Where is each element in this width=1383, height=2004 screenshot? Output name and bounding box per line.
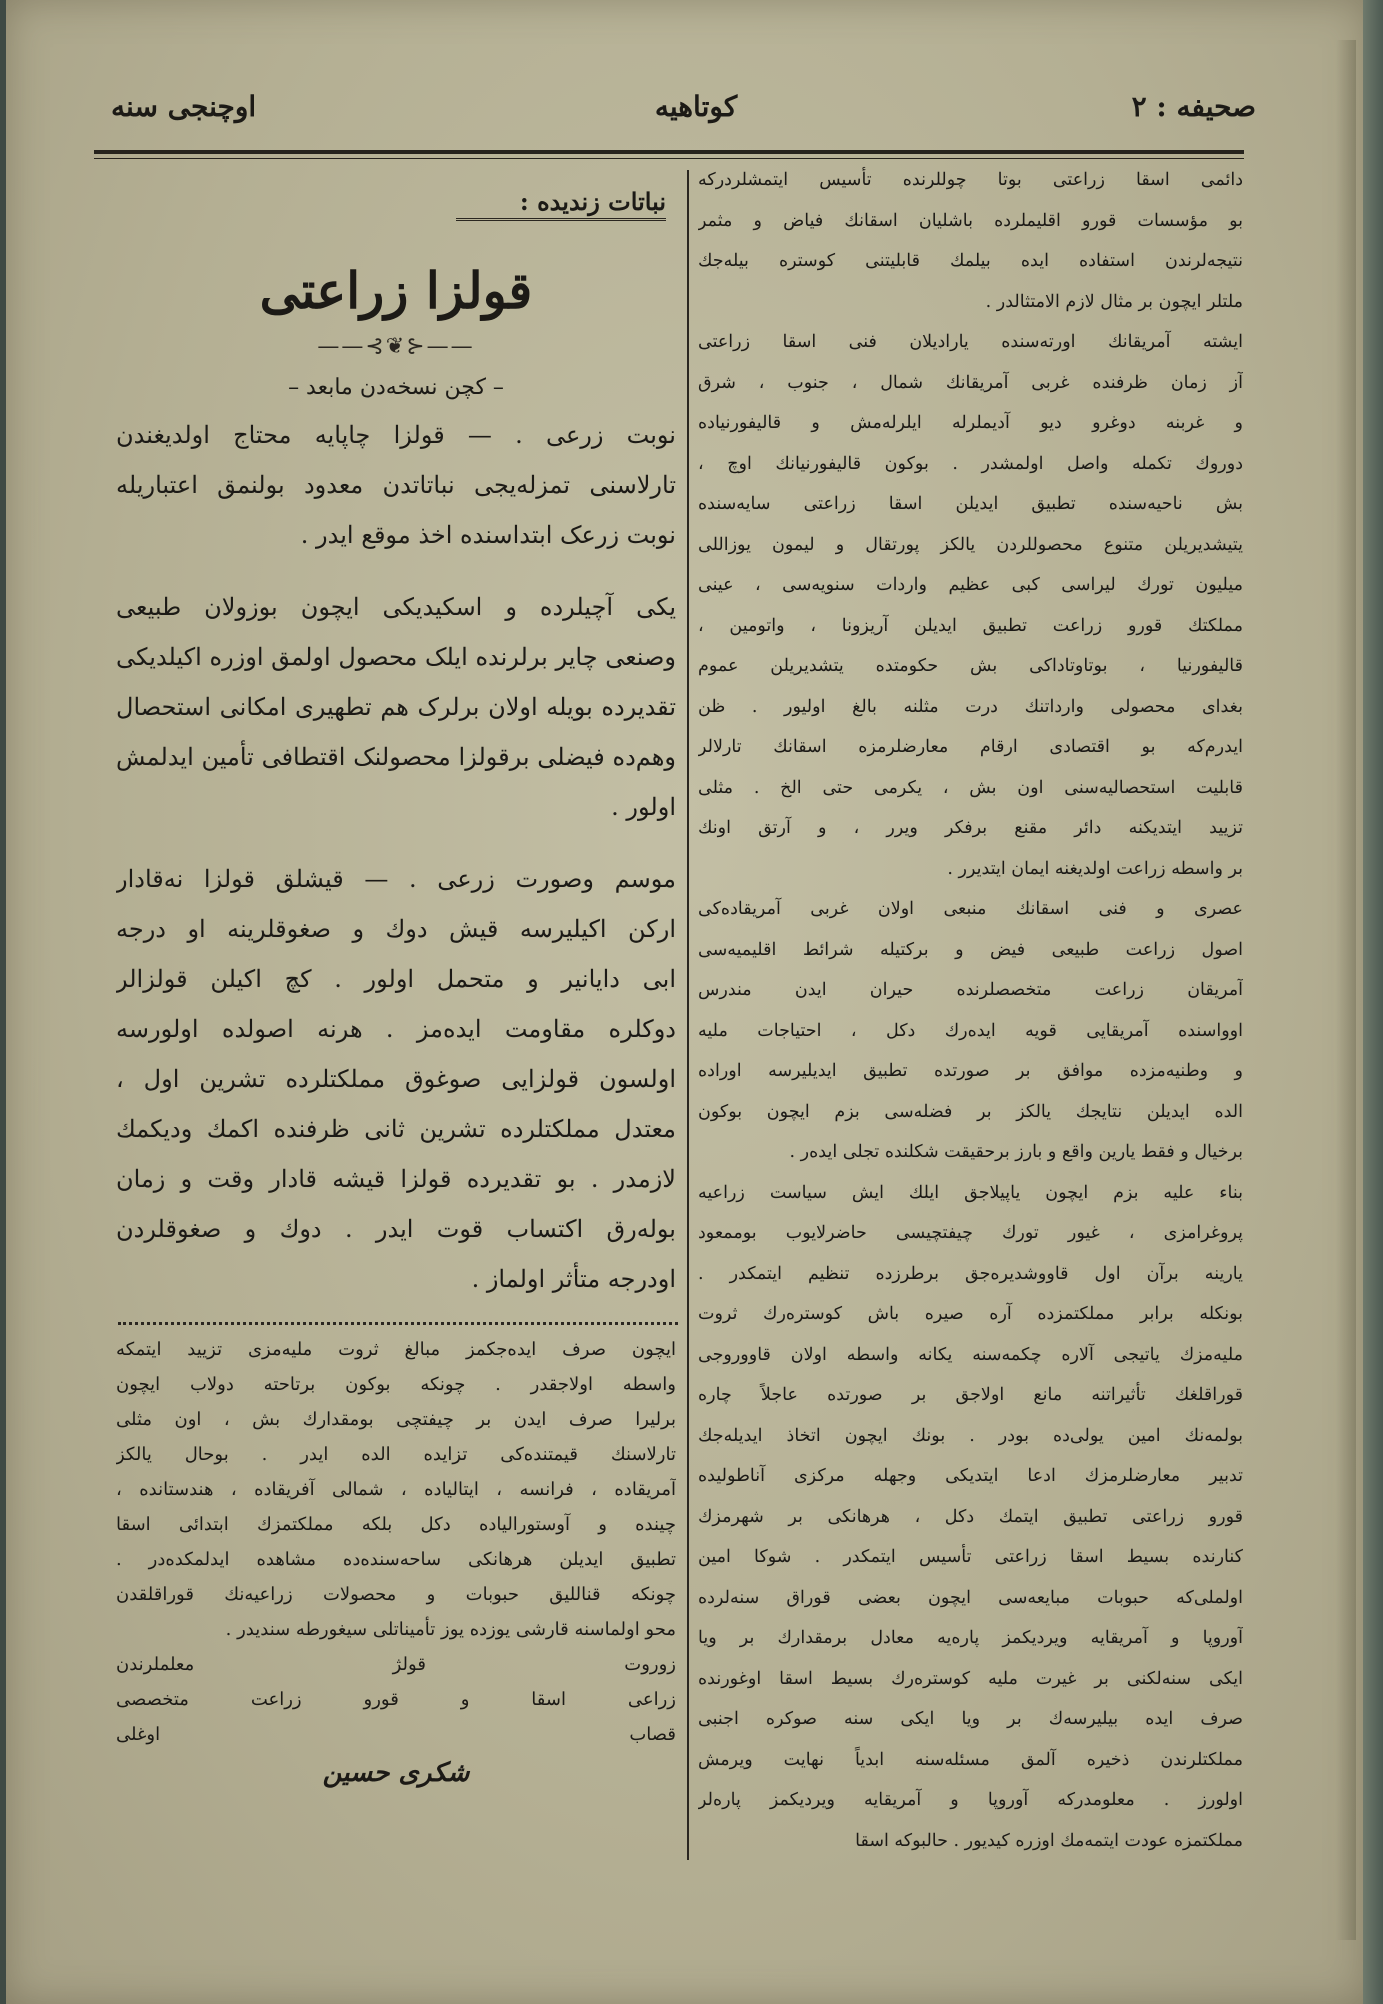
title-ornament: ——⊰❦⊱——	[317, 334, 475, 359]
right-column-line: دائمی اسقا زراعتی بوتا چوللرنده تأسیس ایتمشلردرکه	[698, 170, 1243, 190]
binding-edge	[1363, 0, 1383, 2004]
right-column-line: مملکتمزه عودت ایتمه‌مك اوزره کیدیور . حالبوکه اسقا	[855, 1830, 1243, 1851]
article-line: اولور .	[611, 793, 676, 821]
right-column-line: ایدرم‌که بو اقتصادی ارقام معارضلرمزه اسقانك تارلالر	[698, 737, 1243, 757]
header-city: کوتاهیه	[654, 90, 738, 123]
right-column-line: دوروك تکمله واصل اولمشدر . بوکون قالیفورنیانك اوچ ،	[698, 453, 1243, 474]
left-bottom-article	[116, 1332, 676, 1788]
article-line: نوبت زرعک ابتداسنده اخذ موقع ایدر .	[300, 521, 676, 549]
signature-line: قصاب اوغلی	[116, 1724, 676, 1745]
article-line: ابی دایانیر و متحمل اولور . کچ اکیلن قولزالر	[116, 965, 676, 993]
article-line: تارلاسنی تمزله‌یجی نباتاتدن معدود بولنمق اعتباریله	[116, 471, 676, 499]
continued-paragraph	[116, 1332, 676, 1647]
article-title: قولزا زراعتی	[259, 261, 533, 320]
article-line: لازمدر . بو تقدیرده قولزا قیشه قادار وقت و زمان	[116, 1165, 676, 1193]
signature-name: شکری حسین	[322, 1758, 470, 1788]
continued-line: چونکه قناللیق حبوبات و محصولات زراعیه‌نك قوراقلقدن	[116, 1584, 676, 1605]
right-column-line: قابلیت استحصالیه‌سنی اون بش ، یکرمی حتی الخ . مثلی	[698, 777, 1243, 798]
newspaper-page	[6, 0, 1366, 2004]
right-column-line: کنارنده بسیط اسقا زراعتی تأسیس ایتمکدر . شوکا امین	[698, 1547, 1243, 1567]
right-column-line: آمریقان زراعت متخصصلرنده حیران ایدن مندرس	[698, 980, 1243, 1000]
page-edge-shadow	[1336, 40, 1356, 1940]
right-column-line: ملتلر ایچون بر مثال لازم الامتثالدر .	[985, 291, 1243, 312]
left-column	[116, 175, 676, 1304]
right-column-line: مملکتك قورو زراعت تطبیق ایدیلن آریزونا ، واتومین ،	[698, 615, 1243, 636]
right-column-line: بر واسطه زراعت اولدیغنه ایمان ایتدیرر .	[947, 858, 1243, 879]
paragraph-gap	[116, 832, 676, 854]
right-column-line: تزیید ایتدیکنه دائر مقنع برفکر ویرر ، و آرتق اونك	[698, 818, 1243, 838]
continued-line: تطبیق ایدیلن هرهانکی ساحه‌سنده‌ده مشاهده ایدلمکده‌در .	[116, 1549, 676, 1570]
paragraph-gap	[116, 560, 676, 582]
signature-line: زوروت قولژ معلملرندن	[116, 1654, 676, 1675]
article-line: وصنعی چایر برلرنده ایلک محصول اولمق اوزره اکیلدیکی	[116, 643, 676, 671]
article-body	[116, 410, 676, 1304]
article-line: تقدیرده بویله اولان برلرک هم تطهیری امکانی استحصال	[116, 693, 676, 721]
article-line: دوکلره مقاومت ایده‌مز . هرنه اصولده اولورسه	[116, 1015, 676, 1043]
right-column-line: برخیال و فقط یارین واقع و بارز برحقیقت شکلنده تجلی ایده‌ر .	[789, 1142, 1243, 1162]
right-column-line: آوروپا و آمریقایه ویردیکمز پاره‌یه معادل برمقدارك بر ویا	[698, 1628, 1243, 1648]
article-line: ارکن اکیلیرسه قیش دوك و صغوقلرینه او درجه	[116, 915, 676, 943]
right-column-line: بش ناحیه‌سنده تطبیق ایدیلن اسقا زراعتی سایه‌سنده	[698, 494, 1243, 514]
continued-line: برلیرا صرف ایدن بر چیفتچی بومقدارك بش ، اون مثلی	[116, 1409, 676, 1430]
right-column-line: بو مؤسسات قورو اقلیملرده باشلیان اسقانك فیاض و مثمر	[698, 210, 1243, 231]
header-rule-thin	[94, 158, 1244, 159]
right-column-line: یارینه برآن اول قاووشدیره‌جق برطرزده تنظیم ایتمکدر .	[698, 1263, 1243, 1284]
right-column-line: عصری و فنی اسقانك منبعی اولان غربی آمریقاده‌کی	[698, 899, 1243, 919]
continued-line: آمریقاده ، فرانسه ، ایتالیاده ، شمالی آفریقاده ، هندستانده ،	[116, 1479, 676, 1500]
right-column-line: اولورز . معلومدرکه آوروپا و آمریقایه ویردیکمز پاره‌لر	[698, 1790, 1243, 1810]
right-column-line: صرف ایده بیلیرسه‌ك بر ویا ایکی سنه صوکره اجنبی	[698, 1709, 1243, 1729]
signature-block	[116, 1647, 676, 1752]
right-column-line: پروغرامزی ، غیور تورك چیفتچیسی حاضرلایوب بوممعود	[698, 1223, 1243, 1243]
article-line: یکی آچیلرده و اسکیدیکی ایچون بوزولان طبیعی	[116, 593, 676, 621]
right-column-line: قالیفورنیا ، بوتاوتاداکی بش حکومتده یتشدیریلن عموم	[698, 656, 1243, 676]
right-column-line: اوواسنده آمریقایی قویه ایده‌رك دکل ، احتیاجات ملیه	[698, 1020, 1243, 1041]
continued-line: واسطه اولاجقدر . چونکه بوکون برتاحته دولاب ایچون	[116, 1374, 676, 1395]
right-column-line: بولمه‌نك امین یولی‌ده بودر . بونك ایچون اتخاذ ایدیله‌جك	[698, 1425, 1243, 1446]
right-column-line: قورو زراعتی تطبیق ایتمك دکل ، هرهانکی بر شهرمزك	[698, 1506, 1243, 1527]
article-line: نوبت زرعی . — قولزا چاپایه محتاج اولدیغندن	[116, 421, 676, 449]
header-year: اوچنجی سنه	[111, 90, 257, 123]
right-column-line: بغدای محصولی وارداتنك درت مثلنه بالغ اولیور . ظن	[698, 696, 1243, 717]
header-page-number: صحیفه : ۲	[1131, 90, 1256, 123]
right-column-line: ایشته آمریقانك اورته‌سنده یارادیلان فنی اسقا زراعتی	[698, 332, 1243, 352]
right-column-line: مملکتلرندن ذخیره آلمق مسئله‌سنه ابدیاً نهایت ویرمش	[698, 1749, 1243, 1770]
continued-line: چینده و آوستورالیاده دکل بلکه مملکتمزك ابتدائی اسقا	[116, 1514, 676, 1535]
continued-line: ایچون صرف ایده‌جکمز مبالغ ثروت ملیه‌مزی تزیید ایتمکه	[116, 1339, 676, 1360]
right-column-line: نتیجه‌لرندن استفاده ایده بیلمك قابلیتنی کوستره بیله‌جك	[698, 251, 1243, 271]
right-column-line: بناء علیه بزم ایچون یاپیلاجق ایلك ایش سیاست زراعیه	[698, 1182, 1243, 1203]
section-separator	[118, 1322, 678, 1325]
right-column-line: بونکله برابر مملکتمزده آره صیره باش کوستره‌رك ثروت	[698, 1304, 1243, 1324]
column-divider	[687, 170, 689, 1860]
right-column-line: و غربنه دوغرو دیو آدیملرله ایلرله‌مش و قالیفورنیاده	[698, 413, 1243, 433]
right-column-line: اصول زراعت طبیعی فیض و برکتیله شرائط اقلیمیه‌سی	[698, 939, 1243, 960]
continued-line: تارلاسنك قیمتنده‌کی تزایده الده ایدر . بوحال یالکز	[116, 1444, 676, 1465]
right-column-line: الده ایدیلن نتایجك یالکز بر فضله‌سی بزم ایچون بوکون	[698, 1101, 1243, 1122]
right-column-line: تدبیر معارضلرمزك ادعا ایتدیکی وجهله مرکزی آناطولیده	[698, 1466, 1243, 1486]
signature-line: زراعی اسقا و قورو زراعت متخصصی	[116, 1689, 676, 1710]
right-column	[698, 160, 1243, 1861]
article-line: معتدل مملکتلرده تشرین ثانی ظرفنده اکمك ودیکمك	[116, 1115, 676, 1143]
article-line: اودرجه متأثر اولماز .	[471, 1265, 676, 1293]
article-line: موسم وصورت زرعی . — قیشلق قولزا نه‌قادار	[116, 865, 676, 893]
right-column-line: قوراقلغك تأثیراتنه مانع اولاجق بر صورتده عاجلاً چاره	[698, 1385, 1243, 1405]
right-column-line: و وطنیه‌مزده موافق بر صورتده تطبیق ایدیلیرسه اوراده	[698, 1061, 1243, 1081]
section-label: نباتات زندیده :	[456, 187, 666, 221]
right-column-line: اولملی‌که حبوبات مبایعه‌سی ایچون بعضی قوراق سنه‌لرده	[698, 1587, 1243, 1608]
article-line: بوله‌رق اکتساب قوت ایدر . دوك و صغوقلردن	[116, 1215, 676, 1243]
right-column-line: آز زمان ظرفنده غربی آمریقانك شمال ، جنوب ، شرق	[698, 372, 1243, 393]
article-line: اولسون قولزایی صوغوق مملکتلرده تشرین اول ،	[116, 1065, 676, 1093]
right-column-line: ملیه‌مزك یاتیجی آلاره چکمه‌سنه یکانه واسطه اولان قاووروجی	[698, 1344, 1243, 1365]
right-column-line: یتیشدیریلن متنوع محصوللردن یالکز پورتقال و لیمون یوزاللی	[698, 534, 1243, 555]
header-rule	[94, 150, 1244, 154]
right-column-line: میلیون تورك لیراسی کبی عظیم واردات سنویه‌سی ، عینی	[698, 575, 1243, 595]
continued-line: محو اولماسنه قارشی یوزده یوز تأمیناتلی سیغورطه سندیدر .	[225, 1619, 676, 1640]
right-column-line: ایکی سنه‌لکنی بر غیرت ملیه کوستره‌رك بسیط اسقا اوغورنده	[698, 1668, 1243, 1689]
article-line: وهم‌ده فیضلی برقولزا محصولنک اقتطافی تأمین ایدلمش	[116, 743, 676, 771]
article-subtitle: – کچن نسخه‌دن مابعد –	[288, 375, 504, 400]
